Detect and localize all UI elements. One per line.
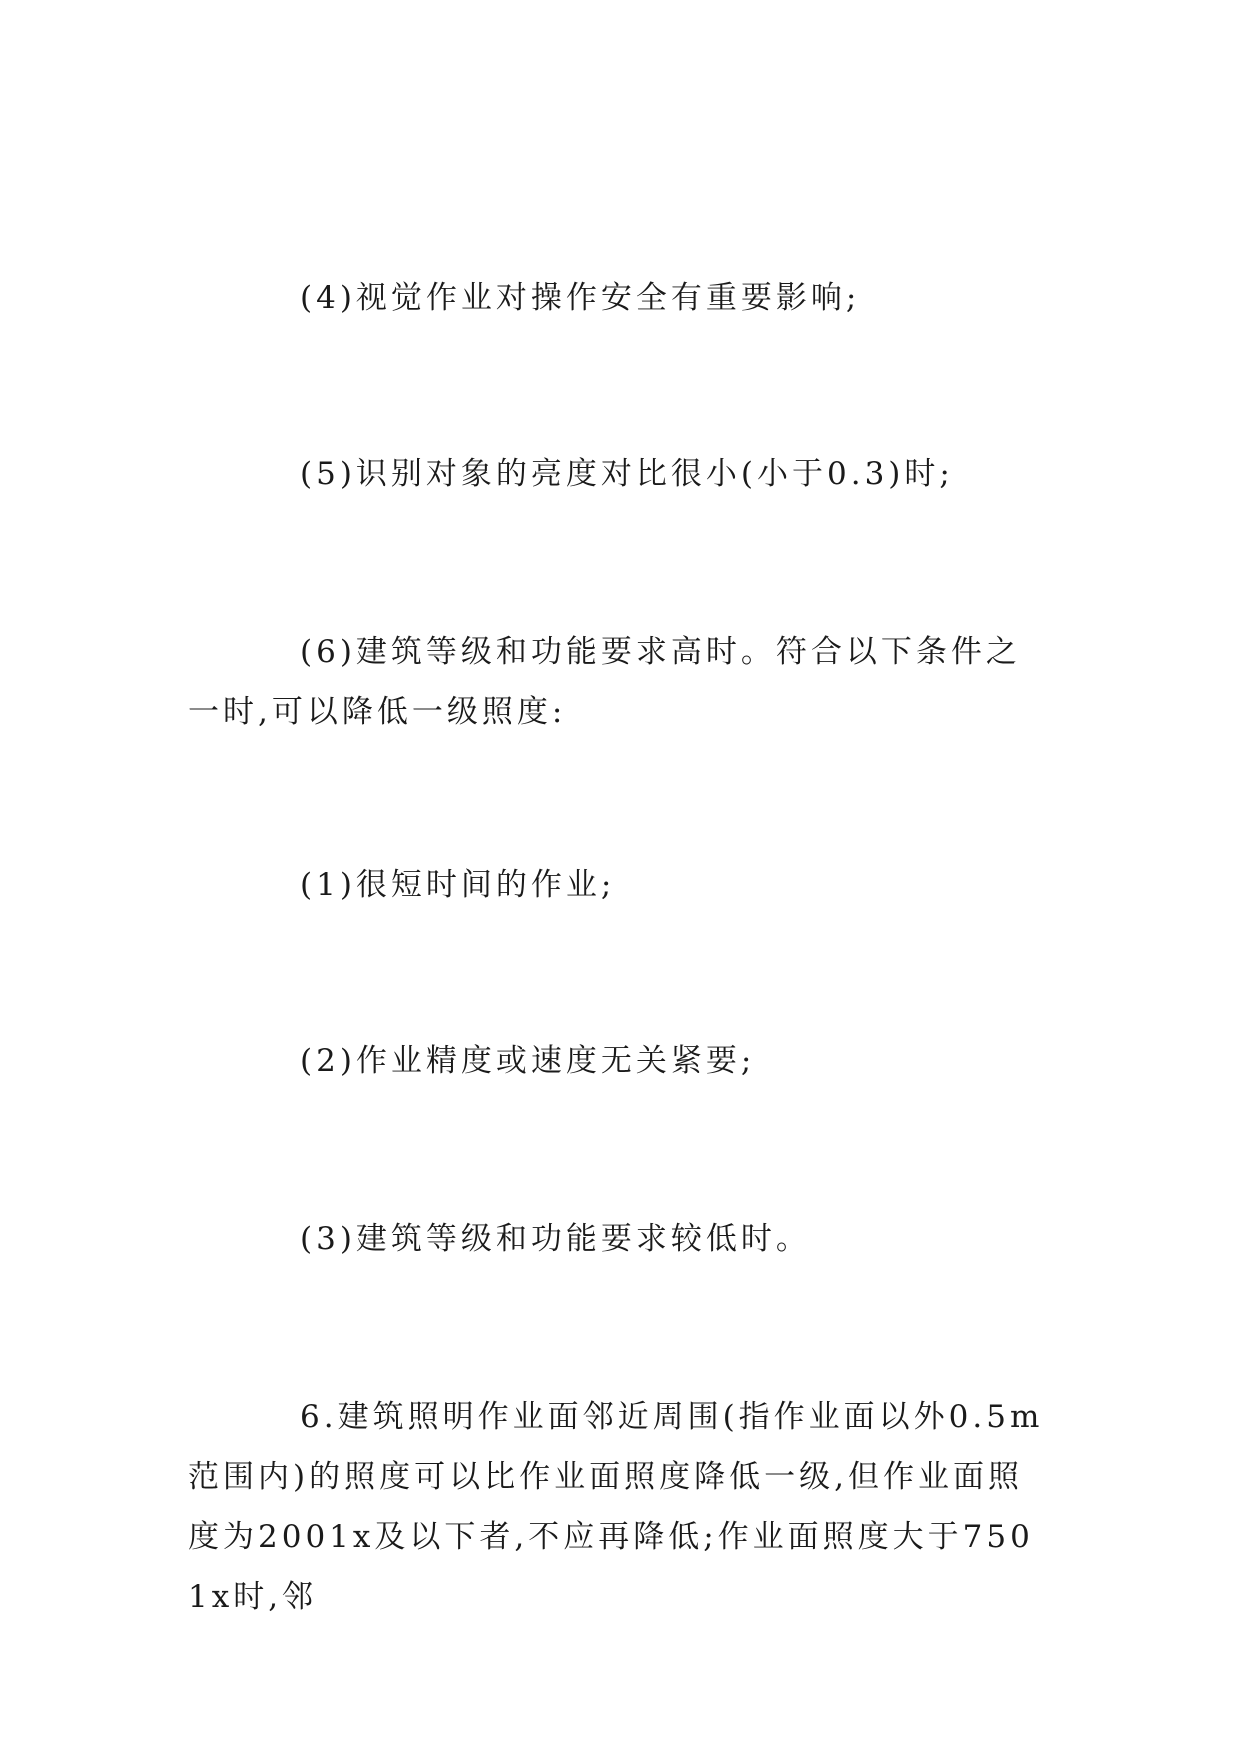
paragraph-item-5: (5)识别对象的亮度对比很小(小于0.3)时; (300, 456, 954, 492)
paragraph-condition-3: (3)建筑等级和功能要求较低时。 (300, 1221, 811, 1257)
paragraph-item-6: (6)建筑等级和功能要求高时。符合以下条件之一时,可以降低一级照度: (188, 634, 1021, 730)
paragraph-section-6: 6.建筑照明作业面邻近周围(指作业面以外0.5m范围内)的照度可以比作业面照度降低一级,但作业面照度为2001x及以下者,不应再降低;作业面照度大于7501x时,邻 (188, 1399, 1044, 1615)
paragraph-condition-1: (1)很短时间的作业; (300, 867, 616, 903)
paragraph-item-4: (4)视觉作业对操作安全有重要影响; (300, 280, 861, 316)
paragraph-condition-2: (2)作业精度或速度无关紧要; (300, 1043, 756, 1079)
